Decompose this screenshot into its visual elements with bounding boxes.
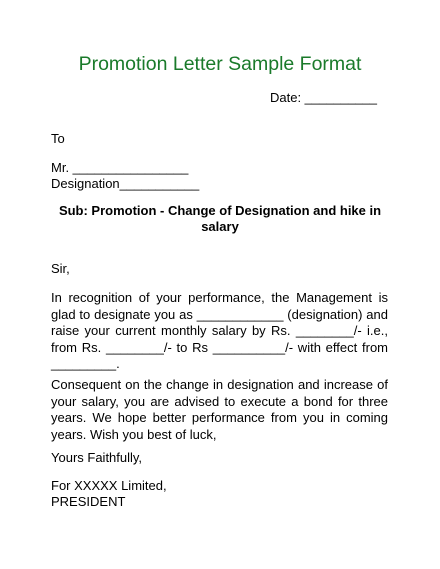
paragraph-line: raise your current monthly salary by Rs. ________/- i.e., [51, 323, 388, 339]
paragraph-line: glad to designate you as ____________ (designation) and [51, 306, 388, 322]
company-line: For XXXXX Limited, [51, 478, 167, 493]
salutation: Sir, [51, 261, 70, 276]
date-field: Date: __________ [270, 90, 377, 105]
closing: Yours Faithfully, [51, 450, 143, 465]
body-paragraph-consequent [51, 377, 388, 443]
signatory-title: PRESIDENT [51, 494, 126, 509]
recipient-name-line: Mr. ________________ [51, 160, 189, 175]
paragraph-line: _________. [51, 356, 120, 372]
to-label: To [51, 131, 65, 146]
page-title: Promotion Letter Sample Format [78, 53, 362, 75]
paragraph-line: years. We hope better performance from you in coming [51, 410, 388, 426]
subject-line: Sub: Promotion - Change of Designation and hike in salary [58, 203, 382, 234]
paragraph-line: Consequent on the change in designation and increase of [51, 377, 388, 392]
paragraph-line: In recognition of your performance, the Management is [51, 290, 388, 305]
paragraph-line: your salary, you are advised to execute a bond for three [51, 393, 388, 409]
body-paragraph-recognition [51, 290, 388, 373]
paragraph-line: from Rs. ________/- to Rs __________/- with effect from [51, 339, 388, 355]
paragraph-line: years. Wish you best of luck, [51, 426, 217, 442]
recipient-designation-line: Designation___________ [51, 176, 200, 191]
